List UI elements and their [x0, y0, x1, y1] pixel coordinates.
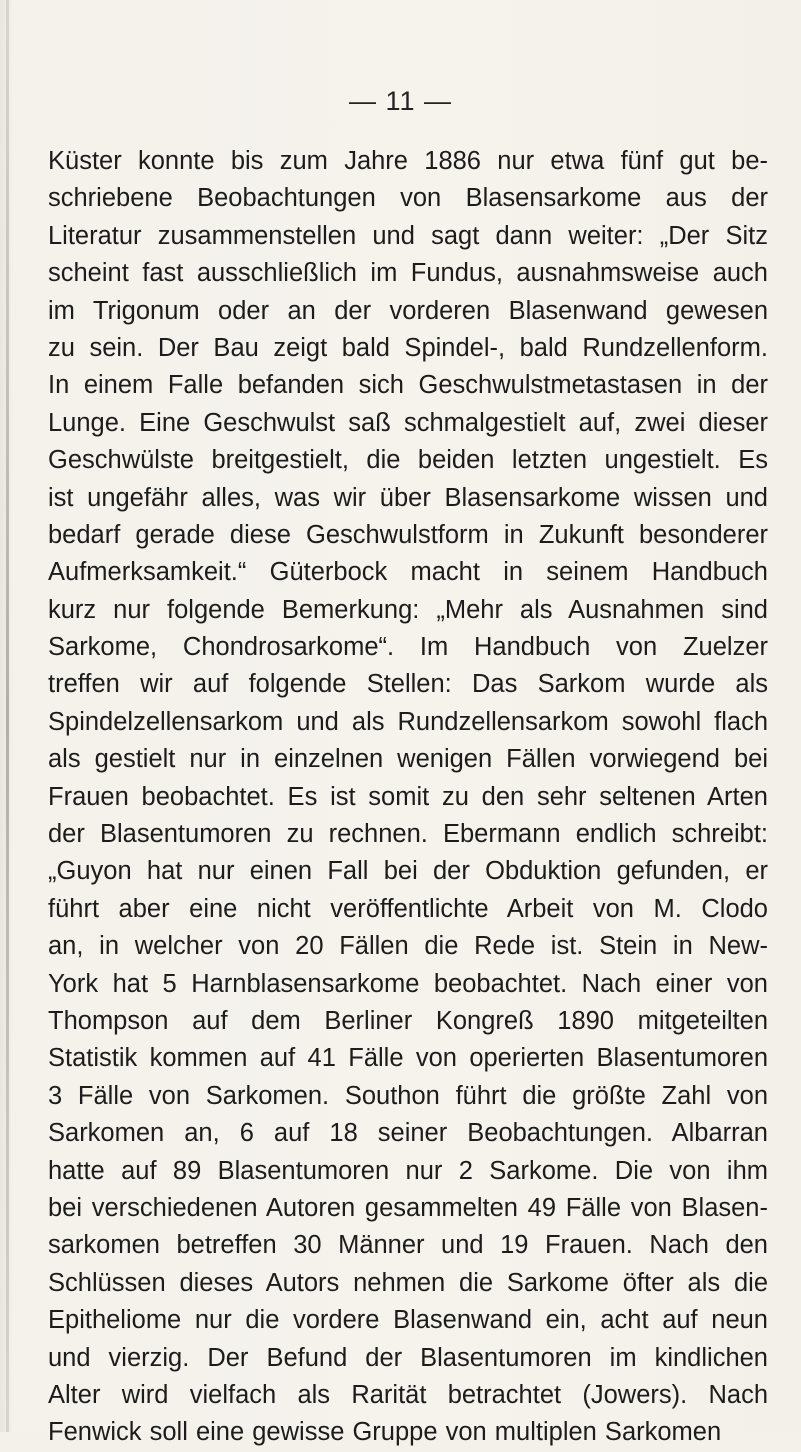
text-line: als gestielt nur in einzelnen wenigen Fällen vorwiegend bei	[48, 745, 768, 774]
text-line: der Blasentumoren zu rechnen. Ebermann endlich schreibt:	[48, 820, 768, 849]
text-line: 3 Fälle von Sarkomen. Southon führt die größte Zahl von	[48, 1081, 768, 1110]
text-line: an, in welcher von 20 Fällen die Rede ist. Stein in New-	[48, 932, 768, 961]
text-line: Statistik kommen auf 41 Fälle von operierten Blasentumoren	[48, 1044, 768, 1073]
text-line: Geschwülste breitgestielt, die beiden letzten ungestielt. Es	[48, 446, 768, 475]
text-line: Thompson auf dem Berliner Kongreß 1890 mitgeteilten	[48, 1006, 768, 1035]
text-line: Alter wird vielfach als Rarität betrachtet (Jowers). Nach	[48, 1380, 768, 1409]
text-line: treffen wir auf folgende Stellen: Das Sarkom wurde als	[48, 670, 768, 699]
text-line: im Trigonum oder an der vorderen Blasenwand gewesen	[48, 296, 768, 325]
text-line: ist ungefähr alles, was wir über Blasensarkome wissen und	[48, 483, 768, 512]
text-line: und vierzig. Der Befund der Blasentumoren im kindlichen	[48, 1343, 768, 1372]
text-line: Lunge. Eine Geschwulst saß schmalgestielt auf, zwei dieser	[48, 408, 768, 437]
text-line: bei verschiedenen Autoren gesammelten 49 Fälle von Blasen-	[48, 1193, 768, 1222]
text-line: führt aber eine nicht veröffentlichte Arbeit von M. Clodo	[48, 894, 768, 923]
text-line: Sarkomen an, 6 auf 18 seiner Beobachtungen. Albarran	[48, 1119, 768, 1148]
text-line: Spindelzellensarkom und als Rundzellensarkom sowohl flach	[48, 707, 768, 736]
page-binding-edge	[6, 0, 9, 1432]
text-line: kurz nur folgende Bemerkung: „Mehr als Ausnahmen sind	[48, 595, 768, 624]
text-line: Aufmerksamkeit.“ Güterbock macht in seinem Handbuch	[48, 558, 768, 587]
text-line: Frauen beobachtet. Es ist somit zu den sehr seltenen Arten	[48, 782, 768, 811]
body-text	[48, 143, 768, 1452]
text-line: schriebene Beobachtungen von Blasensarkome aus der	[48, 184, 768, 213]
text-line: hatte auf 89 Blasentumoren nur 2 Sarkome. Die von ihm	[48, 1156, 768, 1185]
text-line: bedarf gerade diese Geschwulstform in Zukunft besonderer	[48, 520, 768, 549]
text-line: scheint fast ausschließlich im Fundus, ausnahmsweise auch	[48, 259, 768, 288]
text-line: „Guyon hat nur einen Fall bei der Obduktion gefunden, er	[48, 857, 768, 886]
text-line: Epitheliome nur die vordere Blasenwand ein, acht auf neun	[48, 1306, 768, 1335]
text-line: Sarkome, Chondrosarkome“. Im Handbuch von Zuelzer	[48, 633, 768, 662]
text-line: York hat 5 Harnblasensarkome beobachtet. Nach einer von	[48, 969, 768, 998]
page-number: — 11 —	[348, 86, 453, 116]
text-line: In einem Falle befanden sich Geschwulstmetastasen in der	[48, 371, 768, 400]
text-line: Fenwick soll eine gewisse Gruppe von multiplen Sarkomen	[48, 1418, 722, 1447]
text-line: Küster konnte bis zum Jahre 1886 nur etwa fünf gut be-	[48, 147, 768, 175]
text-line: zu sein. Der Bau zeigt bald Spindel-, bald Rundzellenform.	[48, 333, 768, 362]
text-line: Literatur zusammenstellen und sagt dann weiter: „Der Sitz	[48, 221, 768, 250]
text-line: sarkomen betreffen 30 Männer und 19 Frauen. Nach den	[48, 1231, 768, 1260]
text-line: Schlüssen dieses Autors nehmen die Sarkome öfter als die	[48, 1268, 768, 1297]
